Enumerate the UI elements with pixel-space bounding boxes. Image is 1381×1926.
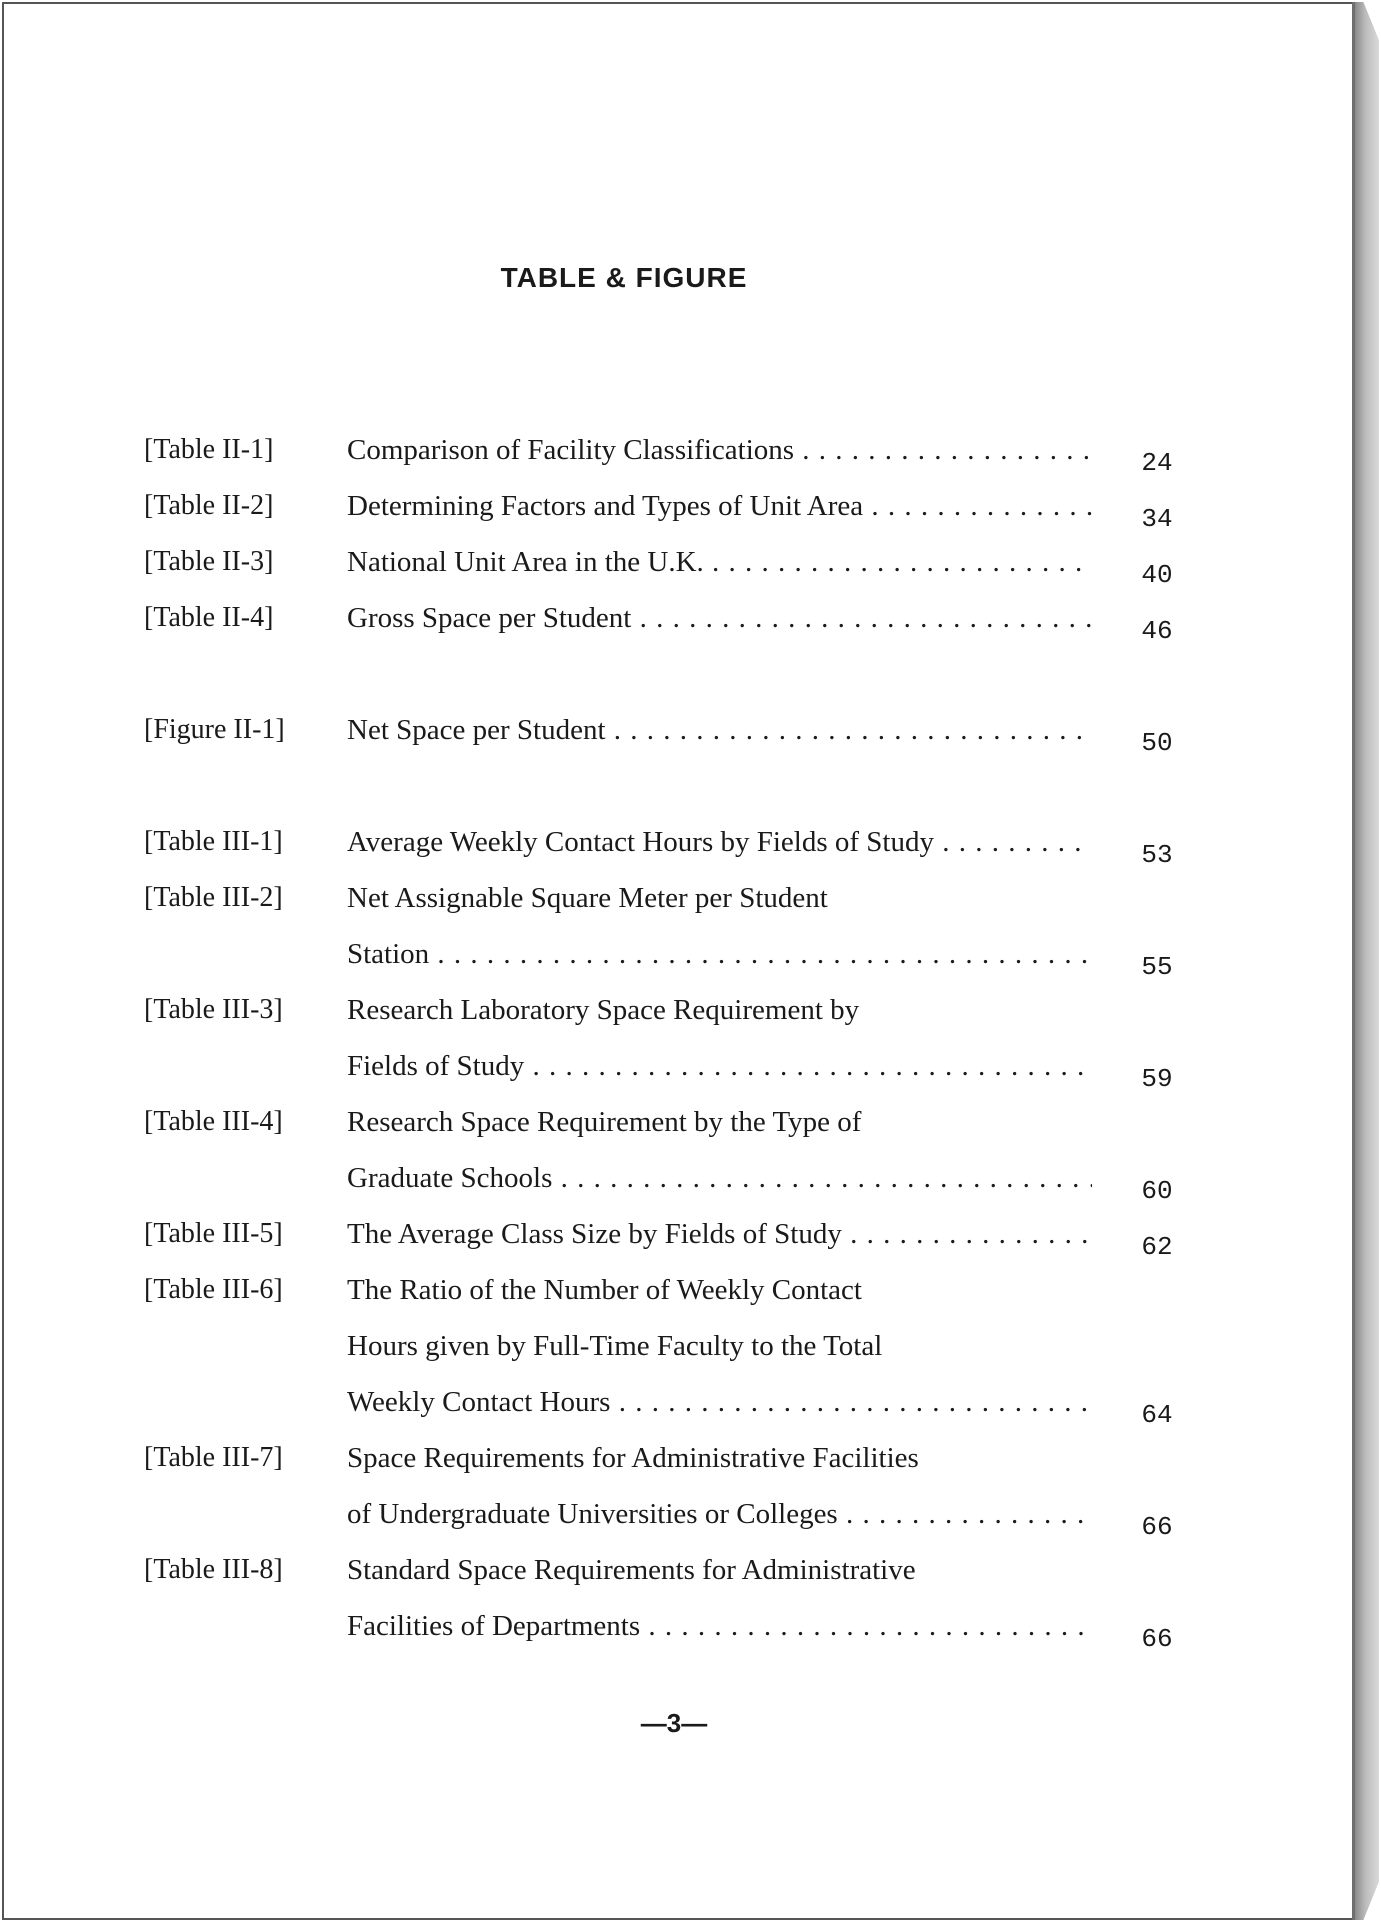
entry-label: [Table II-3]: [144, 546, 274, 577]
entry-title: Determining Factors and Types of Unit Area . . .: [347, 490, 1092, 523]
toc-entry: [4, 1442, 1359, 1498]
toc-entry: [4, 1106, 1359, 1162]
entry-page-number: 59: [1141, 1064, 1173, 1094]
toc-entry-continuation: [4, 1610, 1359, 1666]
entry-title-continuation: Hours given by Full-Time Faculty to the Total: [347, 1330, 883, 1362]
toc-entry-continuation: [4, 1162, 1359, 1218]
entry-title: Research Space Requirement by the Type of: [347, 1106, 862, 1138]
page-heading: TABLE & FIGURE: [500, 262, 748, 293]
toc-entry: [4, 490, 1359, 546]
entry-page-number: 40: [1141, 560, 1173, 590]
entry-label: [Table III-7]: [144, 1442, 283, 1473]
toc-entry: [4, 714, 1359, 770]
entry-label: [Table II-1]: [144, 434, 274, 465]
entry-page-number: 64: [1141, 1400, 1173, 1430]
entry-title: Gross Space per Student . . .: [347, 602, 1092, 635]
entry-page-number: 62: [1141, 1232, 1173, 1262]
entry-title-continuation: Facilities of Departments . . .: [347, 1610, 1092, 1643]
entry-title-continuation: of Undergraduate Universities or Colleges . . .: [347, 1498, 1092, 1531]
entry-label: [Figure II-1]: [144, 714, 285, 745]
entry-label: [Table III-1]: [144, 826, 283, 857]
entry-page-number: 46: [1141, 616, 1173, 646]
entry-title: The Average Class Size by Fields of Study . . .: [347, 1218, 1092, 1251]
toc-entry: [4, 826, 1359, 882]
toc-entry: [4, 546, 1359, 602]
entry-label: [Table III-5]: [144, 1218, 283, 1249]
entry-title-continuation: Fields of Study . . .: [347, 1050, 1092, 1083]
entry-page-number: 34: [1141, 504, 1173, 534]
entry-page-number: 66: [1141, 1512, 1173, 1542]
toc-entry-continuation: [4, 1386, 1359, 1442]
entry-label: [Table III-8]: [144, 1554, 283, 1585]
toc-entry-continuation: [4, 938, 1359, 994]
entry-page-number: 60: [1141, 1176, 1173, 1206]
entry-title: Space Requirements for Administrative Facilities: [347, 1442, 919, 1474]
toc-entry: [4, 1274, 1359, 1330]
toc-entry: [4, 434, 1359, 490]
entry-title: The Ratio of the Number of Weekly Contact: [347, 1274, 862, 1306]
entry-title: Standard Space Requirements for Administrative: [347, 1554, 916, 1586]
entry-page-number: 55: [1141, 952, 1173, 982]
entry-page-number: 66: [1141, 1624, 1173, 1654]
toc-entry-continuation: [4, 1498, 1359, 1554]
entry-title: Average Weekly Contact Hours by Fields of Study . . .: [347, 826, 1092, 859]
entry-page-number: 50: [1141, 728, 1173, 758]
entry-label: [Table III-2]: [144, 882, 283, 913]
entry-title-continuation: Graduate Schools . . .: [347, 1162, 1092, 1195]
toc-entry-continuation: [4, 1330, 1359, 1386]
entry-title: Comparison of Facility Classifications . . .: [347, 434, 1092, 467]
entry-title: Net Assignable Square Meter per Student: [347, 882, 828, 914]
entry-label: [Table III-6]: [144, 1274, 283, 1305]
entry-title: Net Space per Student . . .: [347, 714, 1092, 747]
toc-entry: [4, 1554, 1359, 1610]
entry-title: National Unit Area in the U.K. . . .: [347, 546, 1092, 579]
entry-title-continuation: Station . . .: [347, 938, 1092, 971]
entry-label: [Table II-4]: [144, 602, 274, 633]
toc-entry: [4, 882, 1359, 938]
page-number-footer: —3—: [640, 1708, 708, 1738]
entry-page-number: 53: [1141, 840, 1173, 870]
toc-entry-continuation: [4, 1050, 1359, 1106]
entry-label: [Table III-3]: [144, 994, 283, 1025]
entry-title: Research Laboratory Space Requirement by: [347, 994, 860, 1026]
toc-entry: [4, 994, 1359, 1050]
entry-label: [Table III-4]: [144, 1106, 283, 1137]
entry-page-number: 24: [1141, 448, 1173, 478]
entry-label: [Table II-2]: [144, 490, 274, 521]
page-stack-edge: [1355, 2, 1379, 1920]
entry-title-continuation: Weekly Contact Hours . . .: [347, 1386, 1092, 1419]
document-page: [2, 2, 1357, 1920]
toc-entry: [4, 1218, 1359, 1274]
toc-entry: [4, 602, 1359, 658]
